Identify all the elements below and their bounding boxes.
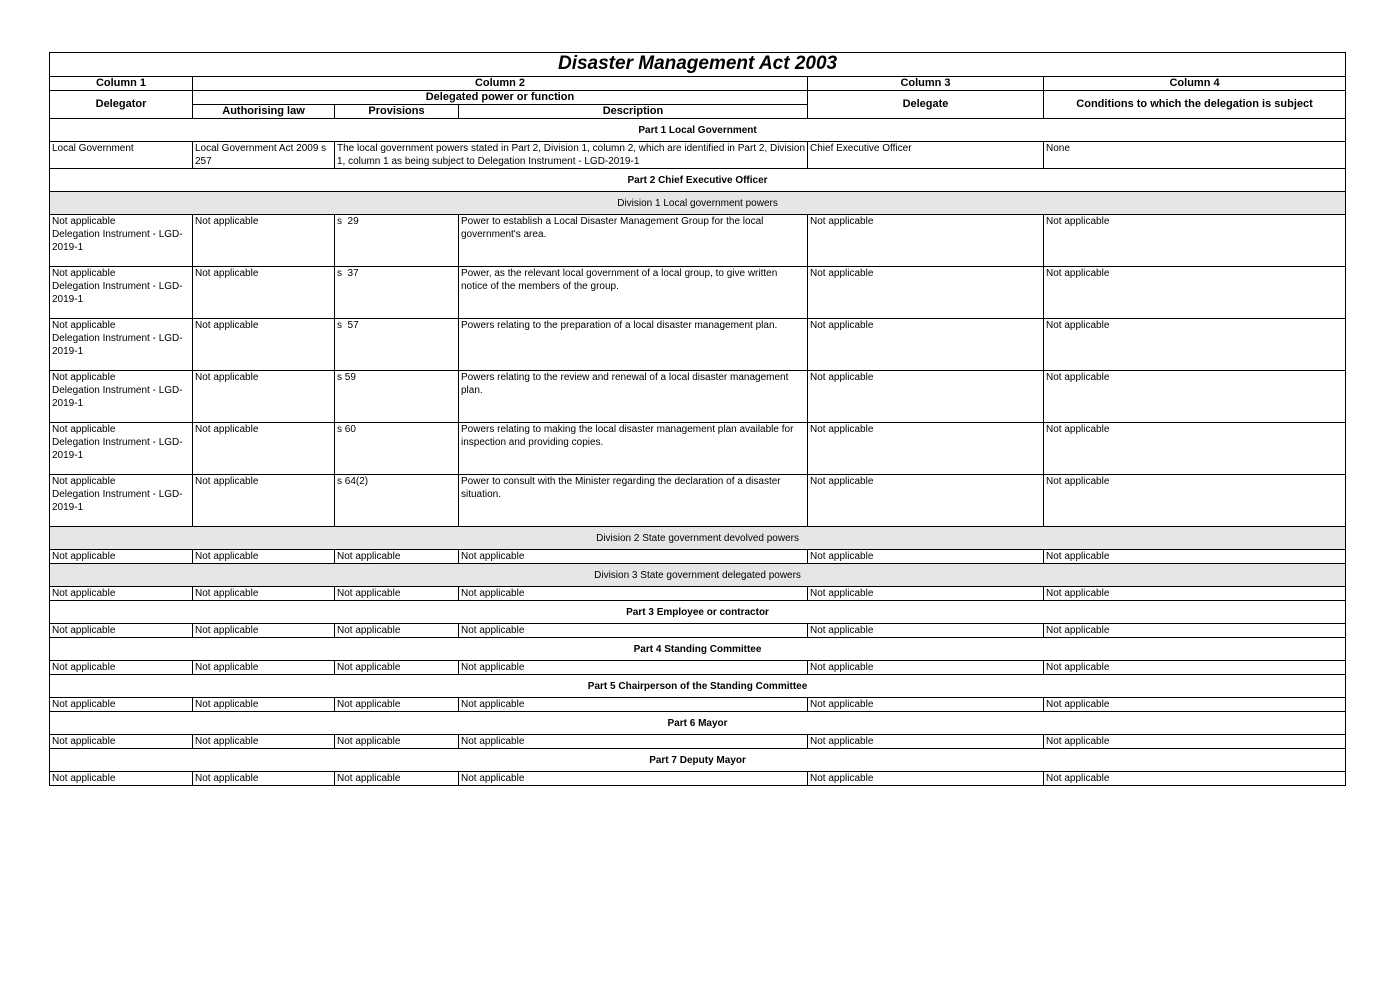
table-row <box>50 624 1346 638</box>
delegate-cell: Not applicable <box>808 587 1044 601</box>
conditions-cell: Not applicable <box>1044 475 1346 527</box>
authorising-law-cell: Not applicable <box>193 215 335 267</box>
provision-cell: Not applicable <box>335 661 459 675</box>
conditions-cell: Not applicable <box>1044 319 1346 371</box>
description-cell: Not applicable <box>459 698 808 712</box>
delegator-header: Delegator <box>50 91 193 119</box>
table-row <box>50 215 1346 267</box>
description-cell: Power to consult with the Minister regarding the declaration of a disaster situation. <box>459 475 808 527</box>
description-cell: Power, as the relevant local government of a local group, to give written notice of the members of the group. <box>459 267 808 319</box>
division-3-heading: Division 3 State government delegated powers <box>50 564 1346 587</box>
delegator-cell: Not applicable Delegation Instrument - LGD-2019-1 <box>50 319 193 371</box>
description-header: Description <box>459 105 808 119</box>
column-1-header: Column 1 <box>50 77 193 91</box>
delegate-cell: Not applicable <box>808 371 1044 423</box>
provision-cell: Not applicable <box>335 624 459 638</box>
delegate-cell: Not applicable <box>808 698 1044 712</box>
table-row <box>50 587 1346 601</box>
delegator-cell: Not applicable <box>50 587 193 601</box>
description-cell: Not applicable <box>459 587 808 601</box>
delegate-cell: Not applicable <box>808 267 1044 319</box>
conditions-cell: Not applicable <box>1044 550 1346 564</box>
provision-cell: Not applicable <box>335 587 459 601</box>
description-cell: Powers relating to the preparation of a local disaster management plan. <box>459 319 808 371</box>
conditions-cell: Not applicable <box>1044 735 1346 749</box>
provision-cell: s 64(2) <box>335 475 459 527</box>
table-row <box>50 550 1346 564</box>
delegator-cell: Not applicable <box>50 624 193 638</box>
conditions-header: Conditions to which the delegation is subject <box>1044 91 1346 119</box>
provision-cell: Not applicable <box>335 698 459 712</box>
column-3-header: Column 3 <box>808 77 1044 91</box>
delegator-cell: Local Government <box>50 142 193 169</box>
provision-cell: Not applicable <box>335 772 459 786</box>
authorising-law-cell: Not applicable <box>193 550 335 564</box>
delegation-table <box>49 52 1346 786</box>
authorising-law-cell: Not applicable <box>193 319 335 371</box>
document-title: Disaster Management Act 2003 <box>50 53 1346 77</box>
part-3-heading: Part 3 Employee or contractor <box>50 601 1346 624</box>
description-cell: Not applicable <box>459 550 808 564</box>
delegate-cell: Not applicable <box>808 319 1044 371</box>
delegator-cell: Not applicable Delegation Instrument - LGD-2019-1 <box>50 371 193 423</box>
conditions-cell: Not applicable <box>1044 423 1346 475</box>
conditions-cell: Not applicable <box>1044 587 1346 601</box>
delegate-cell: Not applicable <box>808 215 1044 267</box>
part-4-heading: Part 4 Standing Committee <box>50 638 1346 661</box>
delegate-cell: Not applicable <box>808 735 1044 749</box>
description-cell: Not applicable <box>459 735 808 749</box>
provision-cell: Not applicable <box>335 735 459 749</box>
provision-cell: Not applicable <box>335 550 459 564</box>
description-cell: Not applicable <box>459 661 808 675</box>
conditions-cell: Not applicable <box>1044 772 1346 786</box>
delegated-power-header: Delegated power or function <box>193 91 808 105</box>
conditions-cell: Not applicable <box>1044 215 1346 267</box>
provision-cell: s 37 <box>335 267 459 319</box>
table-row <box>50 698 1346 712</box>
table-row <box>50 142 1346 169</box>
conditions-cell: Not applicable <box>1044 371 1346 423</box>
delegate-cell: Not applicable <box>808 423 1044 475</box>
provision-cell: s 59 <box>335 371 459 423</box>
authorising-law-cell: Local Government Act 2009 s 257 <box>193 142 335 169</box>
delegate-cell: Not applicable <box>808 475 1044 527</box>
table-row <box>50 735 1346 749</box>
table-row <box>50 319 1346 371</box>
part-2-heading: Part 2 Chief Executive Officer <box>50 169 1346 192</box>
delegator-cell: Not applicable Delegation Instrument - LGD-2019-1 <box>50 215 193 267</box>
authorising-law-cell: Not applicable <box>193 423 335 475</box>
part-5-heading: Part 5 Chairperson of the Standing Committee <box>50 675 1346 698</box>
provision-cell: s 29 <box>335 215 459 267</box>
conditions-cell: Not applicable <box>1044 267 1346 319</box>
authorising-law-cell: Not applicable <box>193 475 335 527</box>
description-cell: Power to establish a Local Disaster Management Group for the local government's area. <box>459 215 808 267</box>
delegate-cell: Chief Executive Officer <box>808 142 1044 169</box>
conditions-cell: Not applicable <box>1044 698 1346 712</box>
provisions-header: Provisions <box>335 105 459 119</box>
part-7-heading: Part 7 Deputy Mayor <box>50 749 1346 772</box>
provision-cell: s 57 <box>335 319 459 371</box>
authorising-law-cell: Not applicable <box>193 587 335 601</box>
authorising-law-header: Authorising law <box>193 105 335 119</box>
delegator-cell: Not applicable Delegation Instrument - LGD-2019-1 <box>50 475 193 527</box>
conditions-cell: None <box>1044 142 1346 169</box>
table-row <box>50 475 1346 527</box>
delegate-cell: Not applicable <box>808 661 1044 675</box>
column-4-header: Column 4 <box>1044 77 1346 91</box>
provision-cell: s 60 <box>335 423 459 475</box>
delegator-cell: Not applicable Delegation Instrument - LGD-2019-1 <box>50 267 193 319</box>
authorising-law-cell: Not applicable <box>193 698 335 712</box>
description-cell: The local government powers stated in Part 2, Division 1, column 2, which are identified in Part 2, Division 1, column 1 as being subject to Delegation Instrument - LGD-2019-1 <box>335 142 808 169</box>
delegator-cell: Not applicable <box>50 772 193 786</box>
delegate-cell: Not applicable <box>808 772 1044 786</box>
delegator-cell: Not applicable <box>50 735 193 749</box>
delegator-cell: Not applicable <box>50 698 193 712</box>
delegator-cell: Not applicable <box>50 550 193 564</box>
authorising-law-cell: Not applicable <box>193 735 335 749</box>
division-2-heading: Division 2 State government devolved powers <box>50 527 1346 550</box>
authorising-law-cell: Not applicable <box>193 267 335 319</box>
table-row <box>50 772 1346 786</box>
description-cell: Powers relating to the review and renewal of a local disaster management plan. <box>459 371 808 423</box>
conditions-cell: Not applicable <box>1044 661 1346 675</box>
table-row <box>50 423 1346 475</box>
delegate-header: Delegate <box>808 91 1044 119</box>
table-row <box>50 371 1346 423</box>
part-1-heading: Part 1 Local Government <box>50 119 1346 142</box>
authorising-law-cell: Not applicable <box>193 661 335 675</box>
authorising-law-cell: Not applicable <box>193 624 335 638</box>
column-2-header: Column 2 <box>193 77 808 91</box>
delegate-cell: Not applicable <box>808 624 1044 638</box>
authorising-law-cell: Not applicable <box>193 371 335 423</box>
delegator-cell: Not applicable <box>50 661 193 675</box>
description-cell: Not applicable <box>459 772 808 786</box>
table-row <box>50 267 1346 319</box>
conditions-cell: Not applicable <box>1044 624 1346 638</box>
delegate-cell: Not applicable <box>808 550 1044 564</box>
division-1-heading: Division 1 Local government powers <box>50 192 1346 215</box>
description-cell: Powers relating to making the local disaster management plan available for inspection and providing copies. <box>459 423 808 475</box>
authorising-law-cell: Not applicable <box>193 772 335 786</box>
part-6-heading: Part 6 Mayor <box>50 712 1346 735</box>
description-cell: Not applicable <box>459 624 808 638</box>
delegator-cell: Not applicable Delegation Instrument - LGD-2019-1 <box>50 423 193 475</box>
table-row <box>50 661 1346 675</box>
